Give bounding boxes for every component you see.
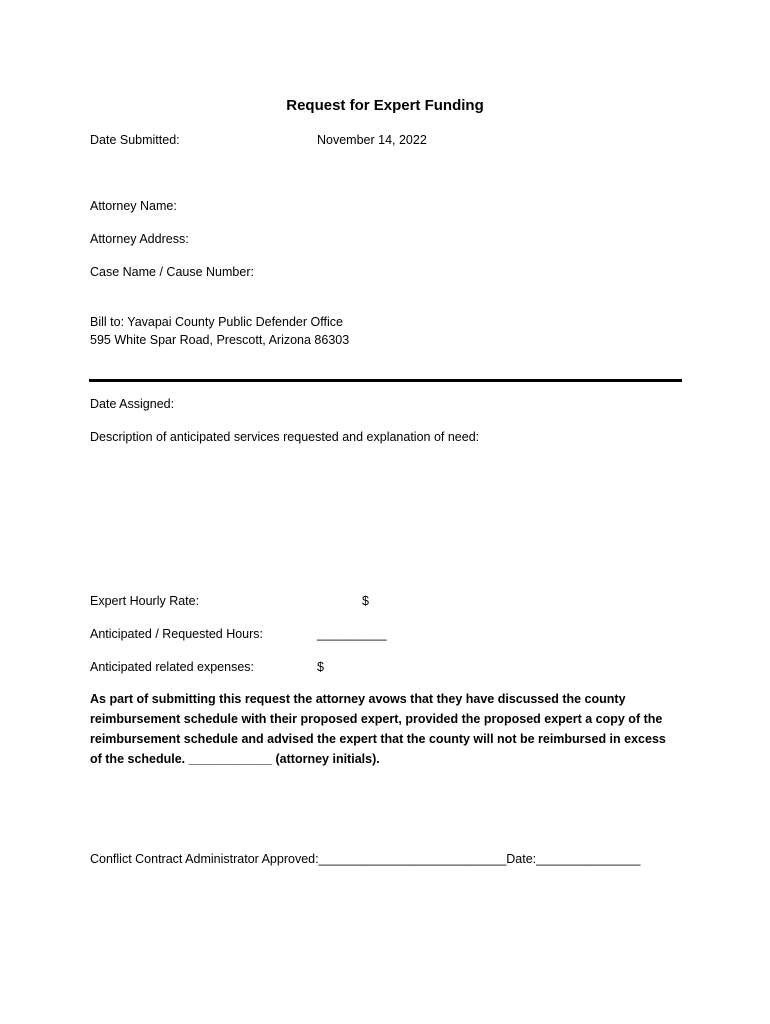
document-title: Request for Expert Funding (286, 97, 484, 114)
date-submitted-value: November 14, 2022 (317, 133, 427, 147)
requested-hours-label: Anticipated / Requested Hours: (90, 627, 264, 641)
description-label: Description of anticipated services requested and explanation of need: (90, 430, 480, 444)
attestation-paragraph: As part of submitting this request the attorney avows that they have discussed the county reimbursement schedule with their proposed expert, provided the proposed expert a copy of the reimbursement schedule and advised the expert that the county will not be reimbursed in excess of the schedule. ____________ (attorney initials). (90, 692, 666, 766)
related-expenses-label: Anticipated related expenses: (90, 660, 254, 674)
section-divider (89, 379, 682, 382)
related-expenses-value: $ (317, 660, 324, 674)
hourly-rate-label: Expert Hourly Rate: (90, 594, 200, 608)
hourly-rate-value: $ (362, 594, 369, 608)
case-name-label: Case Name / Cause Number: (90, 265, 254, 279)
requested-hours-value: __________ (317, 627, 387, 641)
date-assigned-label: Date Assigned: (90, 397, 175, 411)
date-submitted-label: Date Submitted: (90, 133, 180, 147)
attorney-address-label: Attorney Address: (90, 232, 189, 246)
bill-to-line-1: Bill to: Yavapai County Public Defender Office (90, 315, 343, 329)
approval-line: Conflict Contract Administrator Approved:___________________________Date:_______________ (90, 852, 641, 866)
bill-to-line-2: 595 White Spar Road, Prescott, Arizona 86303 (90, 333, 350, 347)
attorney-name-label: Attorney Name: (90, 199, 177, 213)
